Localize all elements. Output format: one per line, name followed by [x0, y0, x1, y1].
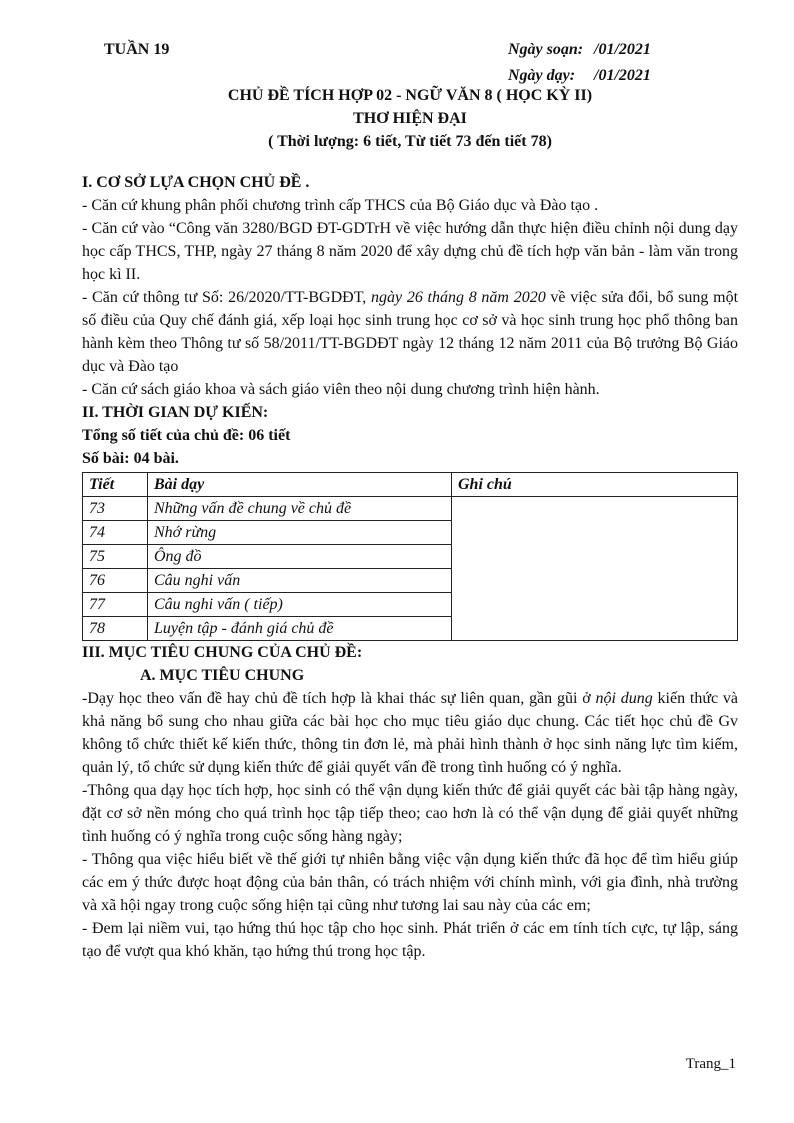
period-cell: 77 — [83, 593, 148, 617]
section3-para-1 — [82, 687, 738, 779]
prep-date-label: Ngày soạn: — [508, 41, 584, 58]
total-periods: Tổng số tiết của chủ đề: 06 tiết — [82, 427, 291, 444]
teach-date-label: Ngày dạy: — [508, 67, 576, 84]
lesson-cell: Câu nghi vấn — [148, 569, 452, 593]
lesson-cell: Những vấn đề chung về chủ đề — [148, 497, 452, 521]
lesson-cell: Ông đồ — [148, 545, 452, 569]
section1-para-3c: về việc sửa đổi, bổ sung một số điều của Quy chế đánh giá, xếp loại học sinh trung học cơ sở và học sinh trung học phổ thông ban hành kèm theo Thông tư số 58/2011/TT-BGDĐT ngày 12 tháng 12 năm 2011 của Bộ trưởng Bộ Giáo dục và Đào tạo — [82, 289, 739, 375]
section3-para-4: - Đem lại niềm vui, tạo hứng thú học tập cho học sinh. Phát triển ở các em tính tích cực, tự lập, sáng tạo để vượt qua khó khăn, tạo hứng thú trong học tập. — [82, 920, 738, 960]
section1-para-3-date: ngày 26 tháng 8 năm 2020 — [371, 289, 546, 306]
section3-para-2: -Thông qua dạy học tích hợp, học sinh có thể vận dụng kiến thức để giải quyết các bài tập hàng ngày, đặt cơ sở nền móng cho quá trình học tập tiếp theo; cao hơn là có thể vận dụng để giải quyết những tình huống có ý nghĩa trong cuộc sống hàng ngày; — [82, 782, 738, 845]
title-line-2: THƠ HIỆN ĐẠI — [353, 110, 467, 127]
header-lesson: Bài dạy — [148, 473, 452, 497]
teach-date-row — [508, 64, 651, 87]
table-header-row — [83, 473, 738, 497]
period-cell: 76 — [83, 569, 148, 593]
section3-para-1c: kiến thức và khả năng bổ sung cho nhau giữa các bài học cho mục tiêu giáo dục chung. Các tiết học chủ đề Gv không tổ chức thiết kế kiến thức, thông tin đơn lẻ, mà phải hình thành ở học sinh năng lực tìm kiếm, quản lý, tổ chức sử dụng kiến thức để giải quyết vấn đề trong tình huống có ý nghĩa. — [82, 690, 738, 776]
section3-para-1a: -Dạy học theo vấn đề hay chủ đề tích hợp là khai thác sự liên quan, gần gũi ở — [82, 690, 596, 707]
lesson-cell: Câu nghi vấn ( tiếp) — [148, 593, 452, 617]
table-row — [83, 497, 738, 521]
lesson-cell: Luyện tập - đánh giá chủ đề — [148, 617, 452, 641]
week-label: TUẦN 19 — [104, 41, 170, 58]
lesson-table — [82, 472, 738, 641]
document-header — [82, 36, 738, 84]
title-line-1: CHỦ ĐỀ TÍCH HỢP 02 - NGỮ VĂN 8 ( HỌC KỲ II) — [227, 87, 593, 104]
note-cell — [452, 497, 738, 641]
section2-heading: II. THỜI GIAN DỰ KIẾN: — [82, 404, 269, 421]
period-cell: 78 — [83, 617, 148, 641]
prep-date-row — [508, 38, 651, 61]
section3-subheading: A. MỤC TIÊU CHUNG — [140, 667, 305, 684]
period-cell: 74 — [83, 521, 148, 545]
section1-para-3 — [82, 286, 738, 378]
header-period: Tiết — [83, 473, 148, 497]
section1-para-1: - Căn cứ khung phân phối chương trình cấp THCS của Bộ Giáo dục và Đào tạo . — [82, 197, 599, 214]
section3-para-1-emphasis: nội dung — [595, 690, 653, 707]
document-page — [82, 36, 738, 963]
lesson-count: Số bài: 04 bài. — [82, 450, 179, 467]
section3-para-3: - Thông qua việc hiểu biết về thế giới tự nhiên bằng việc vận dụng kiến thức đã học để tìm hiểu giúp các em ý thức được hoạt động của bản thân, có trách nhiệm với chính mình, với gia đình, nhà trường và xã hội ngay trong cuộc sống hiện tại cũng như tương lai sau này của các em; — [82, 851, 738, 914]
page-number: Trang_1 — [685, 1056, 736, 1072]
header-note: Ghi chú — [452, 473, 738, 497]
section1-heading: I. CƠ SỞ LỰA CHỌN CHỦ ĐỀ . — [82, 174, 310, 191]
period-cell: 73 — [83, 497, 148, 521]
title-line-3: ( Thời lượng: 6 tiết, Từ tiết 73 đến tiết 78) — [268, 133, 552, 150]
period-cell: 75 — [83, 545, 148, 569]
section1-para-2: - Căn cứ vào “Công văn 3280/BGD ĐT-GDTrH về việc hướng dẫn thực hiện điều chỉnh nội dung dạy học cấp THCS, THP, ngày 27 tháng 8 năm 2020 để xây dựng chủ đề tích hợp văn bản - làm văn trong học kì II. — [82, 220, 738, 283]
section1-para-3a: - Căn cứ thông tư Số: 26/2020/TT-BGDĐT, — [82, 289, 372, 306]
prep-date-value: /01/2021 — [594, 41, 651, 58]
lesson-cell: Nhớ rừng — [148, 521, 452, 545]
section3-heading: III. MỤC TIÊU CHUNG CỦA CHỦ ĐỀ: — [82, 644, 363, 661]
teach-date-value: /01/2021 — [594, 67, 651, 84]
section1-para-4: - Căn cứ sách giáo khoa và sách giáo viên theo nội dung chương trình hiện hành. — [82, 381, 600, 398]
